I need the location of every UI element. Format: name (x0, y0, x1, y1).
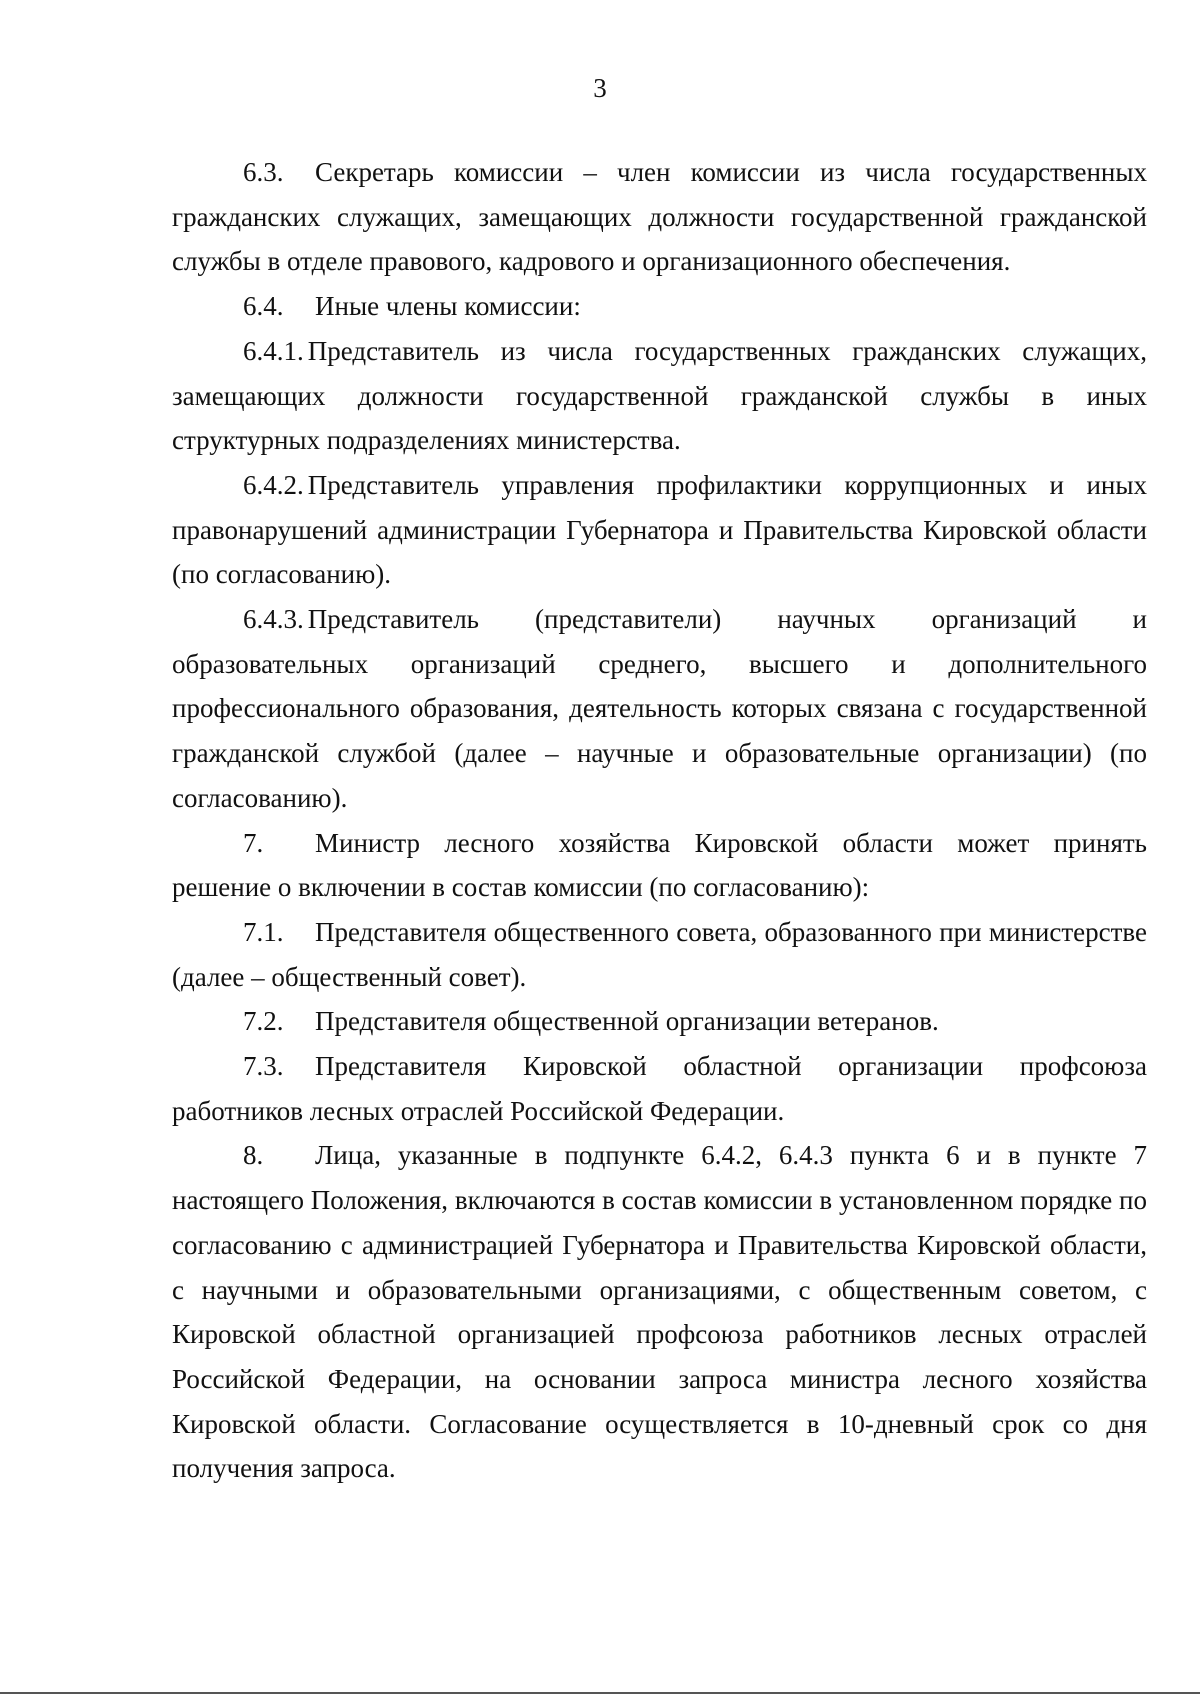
paragraph-text: Иные члены комиссии: (315, 291, 581, 322)
paragraph-number: 7.1. (243, 916, 284, 947)
scan-edge-line (0, 1692, 1200, 1694)
paragraph-6-4 (172, 284, 1147, 329)
paragraph-number: 8. (243, 1140, 264, 1171)
paragraph-text: Представитель управления профилактики коррупционных и иных правонарушений администрации Губернатора и Правительства Кировской области (по согласованию). (172, 469, 1147, 590)
paragraph-6-4-2 (172, 463, 1147, 597)
paragraph-number: 7.3. (243, 1051, 284, 1082)
paragraph-7-2 (172, 999, 1147, 1044)
paragraph-7-1 (172, 910, 1147, 999)
paragraph-8 (172, 1133, 1147, 1491)
paragraph-text: Представителя общественной организации ветеранов. (315, 1006, 939, 1037)
document-body (172, 150, 1147, 1491)
paragraph-6-3 (172, 150, 1147, 284)
paragraph-6-4-1 (172, 329, 1147, 463)
paragraph-number: 6.4.1. (243, 335, 304, 366)
paragraph-number: 6.4.2. (243, 469, 304, 500)
paragraph-text: Представителя Кировской областной организации профсоюза работников лесных отраслей Российской Федерации. (172, 1051, 1147, 1126)
paragraph-text: Лица, указанные в подпункте 6.4.2, 6.4.3 пункта 6 и в пункте 7 настоящего Положения, включаются в состав комиссии в установленном порядке по согласованию с администрацией Губернатора и Правительства Кировской области, с научными и образовательными организациями, с общественным советом, с Кировской областной организацией профсоюза работников лесных отраслей Российской Федерации, на основании запроса министра лесного хозяйства Кировской области. Согласование осуществляется в 10-дневный срок со дня получения запроса. (172, 1140, 1147, 1484)
page-number: 3 (593, 73, 607, 103)
paragraph-number: 7.2. (243, 1006, 284, 1037)
paragraph-text: Представитель из числа государственных гражданских служащих, замещающих должности государственной гражданской службы в иных структурных подразделениях министерства. (172, 335, 1147, 456)
paragraph-text: Представитель (представители) научных организаций и образовательных организаций среднего, высшего и дополнительного профессионального образования, деятельность которых связана с государственной гражданской службой (далее – научные и образовательные организации) (по согласованию). (172, 604, 1147, 813)
paragraph-text: Министр лесного хозяйства Кировской области может принять решение о включении в состав комиссии (по согласованию): (172, 827, 1147, 903)
paragraph-7-3 (172, 1044, 1147, 1133)
paragraph-text: Представителя общественного совета, образованного при министерстве (далее – общественный совет). (172, 916, 1147, 992)
paragraph-number: 6.3. (243, 157, 284, 187)
paragraph-number: 6.4.3. (243, 604, 304, 635)
paragraph-number: 7. (243, 827, 264, 858)
paragraph-text: Секретарь комиссии – член комиссии из числа государственных гражданских служащих, замещающих должности государственной гражданской службы в отделе правового, кадрового и организационного обеспечения. (172, 157, 1147, 277)
paragraph-number: 6.4. (243, 291, 284, 322)
paragraph-6-4-3 (172, 597, 1147, 821)
paragraph-7 (172, 821, 1147, 910)
